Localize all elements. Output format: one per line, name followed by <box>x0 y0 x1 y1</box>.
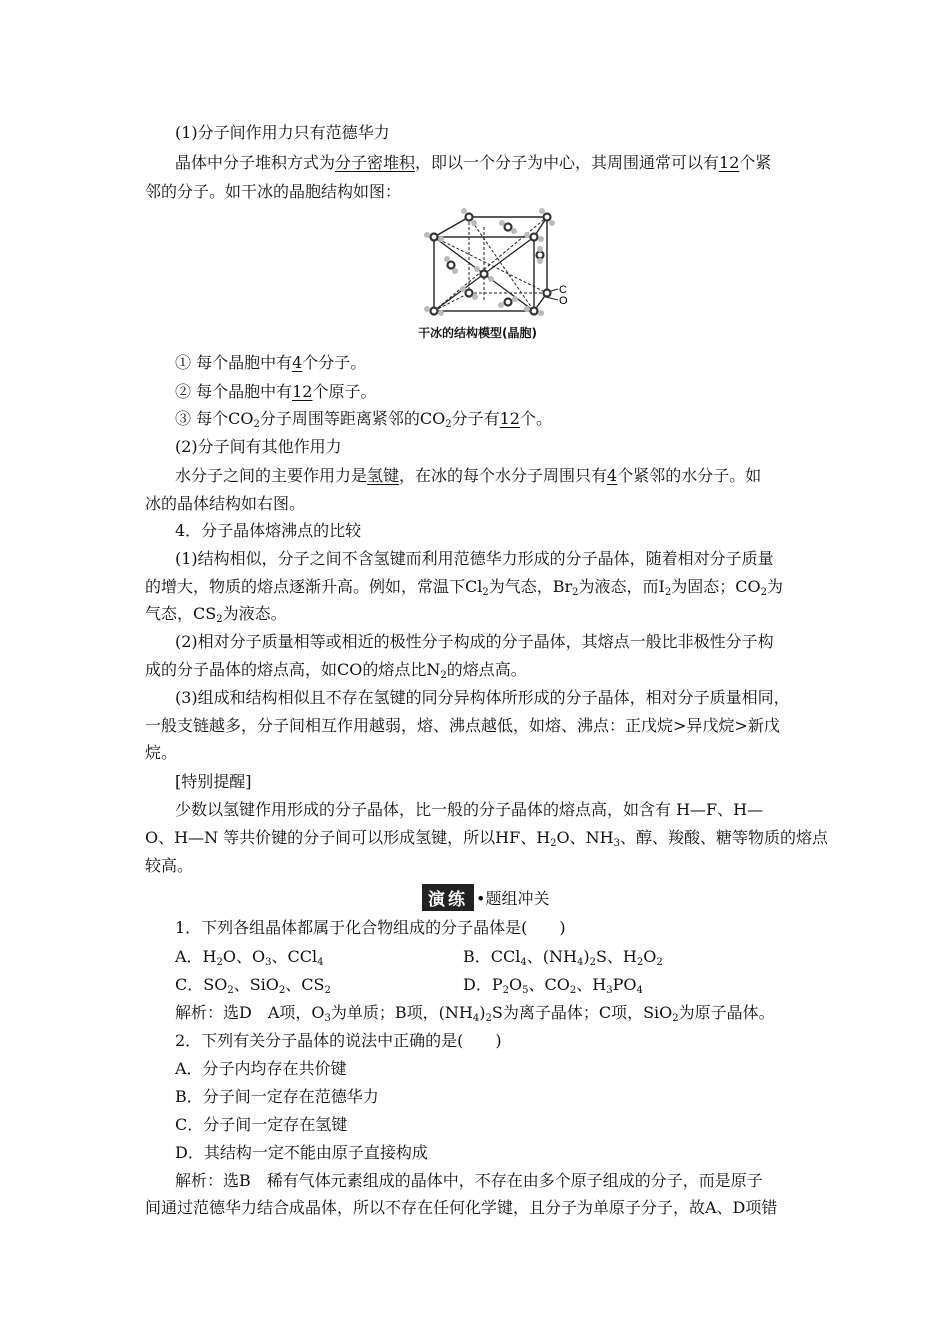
option-a: A．分子内均存在共价键 <box>175 1059 347 1078</box>
label-oxygen: O <box>559 295 568 307</box>
list-item: ② 每个晶胞中有12个原子。 <box>175 382 377 401</box>
paragraph-line: 一般支链越多，分子间相互作用越弱，熔、沸点越低，如熔、沸点：正戊烷>异戊烷>新戊 <box>145 716 780 735</box>
option-a: A．$H_2O$、$O_3$、CCl$_4$ <box>175 947 324 968</box>
paragraph-line: 晶体中分子堆积方式为分子密堆积，即以一个分子为中心，其周围通常可以有12个紧 <box>175 153 772 172</box>
paragraph-line: 烷。 <box>145 743 178 762</box>
option-b: B．CCl$_4$、$(NH_4)_2S$、$H_2O_2$ <box>463 947 663 968</box>
paragraph-line: 水分子之间的主要作用力是氢键，在冰的每个水分子周围只有4个紧邻的水分子。如 <box>175 466 762 485</box>
paragraph-line: (3)组成和结构相似且不存在氢键的同分异构体所形成的分子晶体，相对分子质量相同， <box>175 688 790 707</box>
section-heading-2: (2)分子间有其他作用力 <box>175 437 342 456</box>
list-item: ③ 每个$CO_2$分子周围等距离紧邻的$CO_2$分子有12个。 <box>175 409 552 430</box>
paragraph-line: 少数以氢键作用形成的分子晶体，比一般的分子晶体的熔点高，如含有 H—F、H— <box>175 800 764 819</box>
option-d: D．$P_2O_5$、$CO_2$、$H_3PO_4$ <box>463 975 643 996</box>
list-item: ① 每个晶胞中有4个分子。 <box>175 353 367 372</box>
tip-heading: [特别提醒] <box>175 772 252 791</box>
figure-caption: 干冰的结构模型(晶胞) <box>418 326 537 340</box>
label-carbon: C <box>559 284 567 296</box>
dry-ice-unit-cell-figure <box>422 205 572 323</box>
banner-text: •题组冲关 <box>476 888 550 908</box>
option-c: C．$SO_2$、SiO$_2$、$CS_2$ <box>175 975 331 996</box>
question-2-stem: 2．下列有关分子晶体的说法中正确的是( ) <box>175 1031 502 1050</box>
paragraph-line: 较高。 <box>145 856 194 875</box>
question-1-analysis: 解析：选D A项，$O_3$为单质；B项，$(NH_4)_2S$为离子晶体；C项，SiO$_2$为原子晶体。 <box>175 1003 775 1024</box>
section-heading-4: 4．分子晶体熔沸点的比较 <box>175 521 362 540</box>
paragraph-line: 的增大，物质的熔点逐渐升高。例如，常温下$Cl_2$为气态，$Br_2$为液态，而$I_2$为固态；$CO_2$为 <box>145 577 784 598</box>
paragraph-line: (1)结构相似，分子之间不含氢键而利用范德华力形成的分子晶体，随着相对分子质量 <box>175 549 774 568</box>
option-b: B．分子间一定存在范德华力 <box>175 1087 379 1106</box>
paragraph-line: 成的分子晶体的熔点高，如CO的熔点比$N_2$的熔点高。 <box>145 660 527 681</box>
exercise-banner <box>422 885 549 909</box>
section-heading-1: (1)分子间作用力只有范德华力 <box>175 123 390 142</box>
paragraph-line: O、H—N 等共价键的分子间可以形成氢键，所以HF、$H_2O$、$NH_3$、醇、羧酸、糖等物质的熔点 <box>145 828 829 849</box>
paragraph-line: 冰的晶体结构如右图。 <box>145 494 306 513</box>
paragraph-line: (2)相对分子质量相等或相近的极性分子构成的分子晶体，其熔点一般比非极性分子构 <box>175 632 774 651</box>
option-d: D．其结构一定不能由原子直接构成 <box>175 1143 428 1162</box>
question-1-stem: 1．下列各组晶体都属于化合物组成的分子晶体是( ) <box>175 918 566 937</box>
option-c: C．分子间一定存在氢键 <box>175 1115 348 1134</box>
paragraph-line: 邻的分子。如干冰的晶胞结构如图： <box>145 182 402 201</box>
question-2-analysis: 解析：选B 稀有气体元素组成的晶体中，不存在由多个原子组成的分子，而是原子 <box>175 1171 763 1190</box>
banner-box: 演练 <box>422 884 474 911</box>
question-2-analysis: 间通过范德华力结合成晶体，所以不存在任何化学键，且分子为单原子分子，故A、D项错 <box>145 1198 778 1217</box>
paragraph-line: 气态，$CS_2$为液态。 <box>145 604 287 625</box>
